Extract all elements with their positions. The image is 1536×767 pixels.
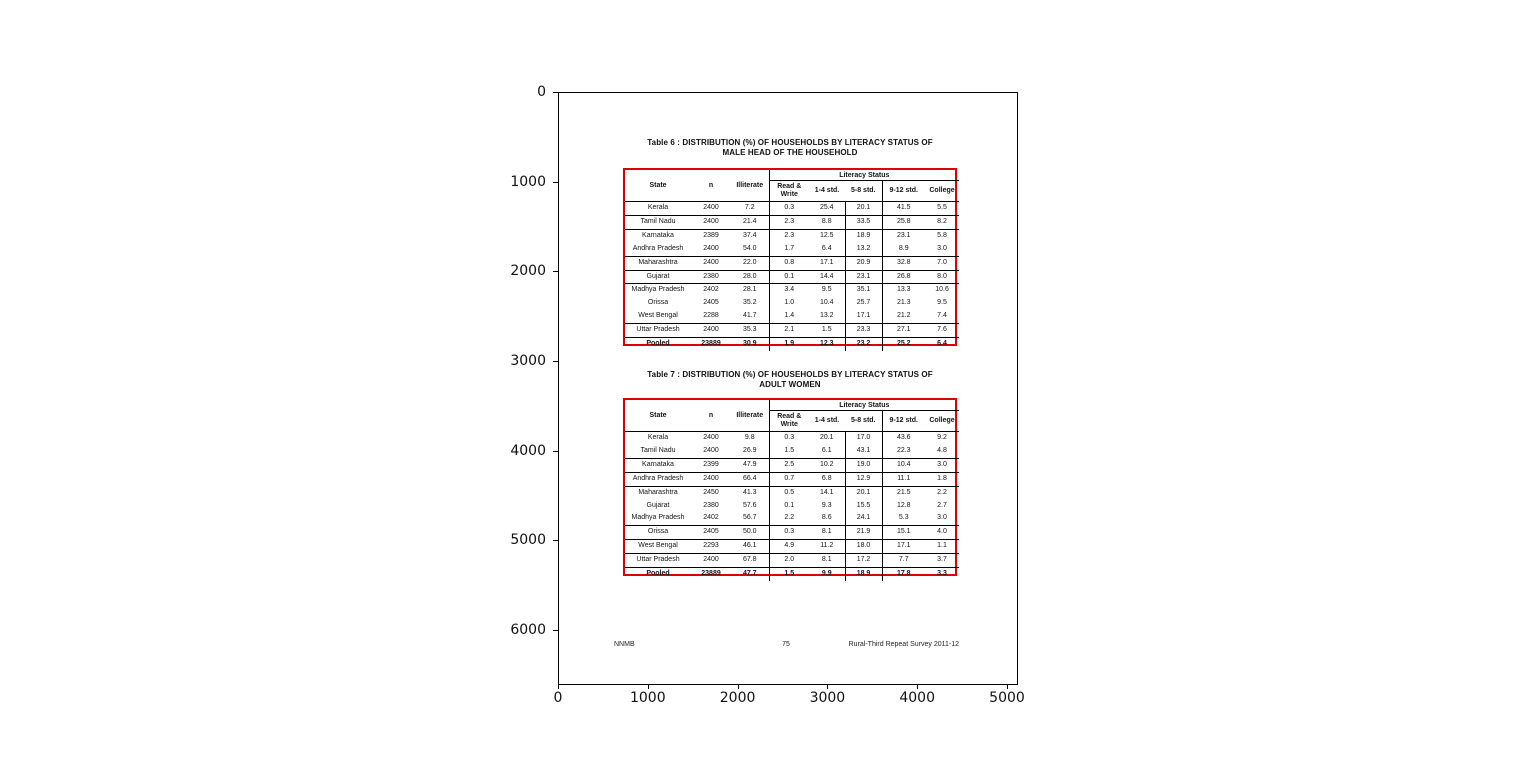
state-cell: Orissa — [625, 526, 691, 540]
value-cell: 4.0 — [925, 526, 959, 540]
table7 — [625, 400, 959, 581]
value-cell: 14.1 — [819, 488, 834, 496]
value-cell: 2405 — [703, 299, 719, 307]
x-tick-mark — [648, 684, 649, 689]
col-header: College — [929, 417, 955, 424]
plot-area — [558, 92, 1018, 685]
value-cell: 2450 — [703, 488, 719, 496]
state-cell: Madhya Pradesh — [625, 512, 691, 525]
value-cell: 50.0 — [731, 526, 769, 540]
table-row — [625, 554, 959, 568]
y-tick-mark — [553, 451, 558, 452]
value-cell: 2400 — [691, 554, 731, 568]
value-cell: 2400 — [691, 324, 731, 338]
value-cell: 2405 — [691, 526, 731, 540]
col-header: 5-8 std. — [850, 187, 876, 194]
value-cell: 0.7 — [769, 472, 809, 486]
table-row — [625, 310, 959, 323]
value-cell: 21.3 — [882, 297, 925, 310]
value-cell: 0.1 — [769, 500, 809, 513]
literacy-status-spanner: Literacy Status — [769, 170, 959, 181]
value-cell: 7.2 — [731, 202, 769, 216]
value-cell: 21.5 — [882, 486, 925, 499]
x-tick-label: 3000 — [809, 690, 846, 706]
y-tick-mark — [553, 182, 558, 183]
value-cell: 23.1 — [882, 229, 925, 242]
state-cell: Orissa — [647, 299, 669, 307]
value-cell: 0.5 — [769, 486, 809, 499]
value-cell: 12.8 — [882, 500, 925, 513]
value-cell: 18.9 — [845, 568, 882, 581]
y-tick-mark — [553, 271, 558, 272]
table-row — [625, 500, 959, 513]
value-cell: 1.4 — [769, 310, 809, 323]
table-row — [625, 458, 959, 472]
table-row — [625, 512, 959, 525]
value-cell: 21.9 — [845, 526, 882, 540]
value-cell: 25.7 — [845, 297, 882, 310]
x-tick-label: 1000 — [629, 690, 666, 706]
state-cell: Karnataka — [625, 458, 691, 472]
value-cell: 2402 — [703, 286, 719, 294]
value-cell: 18.0 — [845, 540, 882, 554]
value-cell: 27.1 — [882, 324, 925, 338]
value-cell: 13.3 — [882, 284, 925, 297]
value-cell: 11.1 — [882, 472, 925, 486]
table-row — [625, 256, 959, 270]
table7-box — [623, 398, 957, 576]
value-cell: 8.0 — [925, 270, 959, 284]
value-cell: 9.2 — [937, 434, 947, 441]
value-cell: 3.7 — [925, 554, 959, 568]
x-tick-label: 4000 — [899, 690, 935, 706]
footer-org: NNMB — [614, 641, 635, 648]
y-tick-label: 1000 — [510, 173, 546, 190]
value-cell: 20.1 — [845, 202, 882, 216]
state-cell: Gujarat — [646, 501, 670, 509]
x-tick-mark — [1007, 684, 1008, 689]
state-cell: Uttar Pradesh — [625, 554, 691, 568]
value-cell: 22.0 — [731, 256, 769, 270]
value-cell: 2400 — [691, 256, 731, 270]
value-cell: 1.9 — [769, 338, 809, 351]
value-cell: 12.3 — [819, 340, 834, 348]
table-row — [625, 215, 959, 229]
table-row — [625, 338, 959, 351]
value-cell: 43.6 — [882, 432, 925, 445]
value-cell: 23.1 — [845, 270, 882, 284]
value-cell: 37.4 — [742, 231, 757, 239]
value-cell: 1.7 — [769, 243, 809, 256]
state-cell: Madhya Pradesh — [631, 286, 685, 294]
value-cell: 25.4 — [809, 202, 845, 216]
value-cell: 0.3 — [769, 202, 809, 216]
table-row — [625, 472, 959, 486]
value-cell: 13.2 — [845, 243, 882, 256]
value-cell: 2400 — [691, 445, 731, 458]
table-row — [625, 526, 959, 540]
value-cell: 0.1 — [769, 270, 809, 284]
value-cell: 4.8 — [925, 445, 959, 458]
value-cell: 2400 — [691, 202, 731, 216]
table6-box — [623, 168, 957, 346]
value-cell: 57.6 — [742, 501, 757, 509]
value-cell: 2400 — [691, 215, 731, 229]
col-header: State — [649, 182, 667, 189]
x-tick-mark — [827, 684, 828, 689]
state-cell: Tamil Nadu — [625, 445, 691, 458]
value-cell: 35.3 — [731, 324, 769, 338]
value-cell: 8.1 — [809, 554, 845, 568]
value-cell: 46.1 — [731, 540, 769, 554]
value-cell: 20.1 — [819, 434, 834, 441]
value-cell: 2.5 — [769, 458, 809, 472]
state-cell: West Bengal — [625, 310, 691, 323]
state-cell: Andhra Pradesh — [625, 243, 691, 256]
value-cell: 3.4 — [769, 284, 809, 297]
value-cell: 25.2 — [882, 338, 925, 351]
table-row — [625, 284, 959, 297]
value-cell: 3.3 — [937, 570, 947, 578]
table6-title-line2: MALE HEAD OF THE HOUSEHOLD — [722, 148, 858, 157]
value-cell: 0.3 — [769, 526, 809, 540]
col-header: Read & Write — [769, 181, 809, 202]
value-cell: 17.8 — [882, 568, 925, 581]
value-cell: 20.9 — [845, 256, 882, 270]
value-cell: 41.3 — [742, 488, 757, 496]
x-tick-mark — [738, 684, 739, 689]
value-cell: 23.2 — [845, 338, 882, 351]
table-row — [625, 324, 959, 338]
value-cell: 10.2 — [809, 458, 845, 472]
value-cell: 8.2 — [925, 215, 959, 229]
value-cell: 54.0 — [731, 243, 769, 256]
value-cell: 67.8 — [731, 554, 769, 568]
value-cell: 9.8 — [744, 434, 755, 441]
table-row — [625, 432, 959, 445]
value-cell: 2.7 — [937, 501, 947, 509]
state-cell: Pooled — [646, 340, 670, 348]
value-cell: 18.9 — [845, 229, 882, 242]
table6 — [625, 170, 959, 351]
value-cell: 43.1 — [845, 445, 882, 458]
x-tick-mark — [558, 684, 559, 689]
value-cell: 6.4 — [937, 340, 947, 348]
value-cell: 19.0 — [845, 458, 882, 472]
table-row — [625, 229, 959, 242]
value-cell: 1.5 — [809, 324, 845, 338]
table6-title-line1: Table 6 : DISTRIBUTION (%) OF HOUSEHOLDS BY LITERACY STATUS OF — [647, 138, 933, 147]
value-cell: 1.8 — [925, 472, 959, 486]
state-cell: Andhra Pradesh — [625, 472, 691, 486]
value-cell: 33.5 — [845, 215, 882, 229]
value-cell: 28.0 — [731, 270, 769, 284]
y-tick-mark — [553, 540, 558, 541]
value-cell: 2288 — [691, 310, 731, 323]
value-cell: 12.9 — [845, 472, 882, 486]
value-cell: 21.4 — [731, 215, 769, 229]
table-row — [625, 297, 959, 310]
col-header: Illiterate — [736, 412, 764, 419]
value-cell: 17.1 — [882, 540, 925, 554]
value-cell: 0.8 — [769, 256, 809, 270]
document-page — [559, 93, 1017, 684]
y-tick-label: 6000 — [510, 622, 546, 639]
value-cell: 5.3 — [882, 512, 925, 525]
value-cell: 2.1 — [769, 324, 809, 338]
state-cell: Kerala — [647, 434, 669, 441]
value-cell: 9.3 — [821, 501, 832, 509]
value-cell: 2380 — [691, 270, 731, 284]
col-header: 9-12 std. — [882, 411, 925, 432]
y-tick-mark — [553, 630, 558, 631]
value-cell: 2.3 — [769, 229, 809, 242]
col-header: n — [708, 412, 714, 419]
value-cell: 8.9 — [882, 243, 925, 256]
value-cell: 1.5 — [769, 568, 809, 581]
value-cell: 13.2 — [809, 310, 845, 323]
value-cell: 8.6 — [809, 512, 845, 525]
state-cell: Pooled — [646, 570, 670, 578]
value-cell: 10.4 — [819, 299, 834, 307]
value-cell: 6.8 — [809, 472, 845, 486]
value-cell: 2400 — [691, 472, 731, 486]
value-cell: 8.1 — [809, 526, 845, 540]
value-cell: 21.2 — [882, 310, 925, 323]
value-cell: 2.2 — [937, 488, 947, 496]
col-header: Illiterate — [736, 182, 764, 189]
value-cell: 47.9 — [731, 458, 769, 472]
value-cell: 20.1 — [845, 486, 882, 499]
value-cell: 14.4 — [809, 270, 845, 284]
table7-title-line2: ADULT WOMEN — [759, 380, 821, 389]
value-cell: 26.9 — [731, 445, 769, 458]
value-cell: 17.0 — [845, 432, 882, 445]
table-row — [625, 445, 959, 458]
value-cell: 3.0 — [925, 512, 959, 525]
y-tick-mark — [553, 92, 558, 93]
table-row — [625, 270, 959, 284]
footer-page-number: 75 — [782, 641, 790, 648]
value-cell: 2402 — [691, 512, 731, 525]
col-header: 5-8 std. — [850, 417, 876, 424]
table6-title — [623, 138, 957, 158]
value-cell: 2400 — [691, 243, 731, 256]
value-cell: 2.3 — [769, 215, 809, 229]
value-cell: 28.1 — [742, 286, 757, 294]
col-header: State — [649, 412, 667, 419]
state-cell: West Bengal — [625, 540, 691, 554]
y-tick-label: 3000 — [510, 353, 546, 369]
value-cell: 15.1 — [882, 526, 925, 540]
value-cell: 12.5 — [819, 231, 834, 239]
value-cell: 2.0 — [769, 554, 809, 568]
state-cell: Gujarat — [625, 270, 691, 284]
value-cell: 1.5 — [769, 445, 809, 458]
value-cell: 66.4 — [731, 472, 769, 486]
col-header: 1-4 std. — [814, 417, 840, 424]
table-row — [625, 486, 959, 499]
value-cell: 26.8 — [882, 270, 925, 284]
literacy-status-spanner: Literacy Status — [769, 400, 959, 411]
value-cell: 24.1 — [845, 512, 882, 525]
state-cell: Maharashtra — [625, 256, 691, 270]
y-tick-label: 5000 — [510, 532, 546, 549]
state-cell: Maharashtra — [638, 488, 678, 496]
value-cell: 25.8 — [882, 215, 925, 229]
value-cell: 7.7 — [882, 554, 925, 568]
value-cell: 7.0 — [925, 256, 959, 270]
value-cell: 1.1 — [925, 540, 959, 554]
y-tick-mark — [553, 361, 558, 362]
value-cell: 22.3 — [882, 445, 925, 458]
value-cell: 3.0 — [925, 243, 959, 256]
value-cell: 23889 — [701, 570, 721, 578]
table-row — [625, 202, 959, 216]
value-cell: 2399 — [691, 458, 731, 472]
value-cell: 17.1 — [809, 256, 845, 270]
value-cell: 11.2 — [809, 540, 845, 554]
table-row — [625, 243, 959, 256]
value-cell: 15.5 — [845, 500, 882, 513]
state-cell: Karnataka — [642, 231, 674, 239]
table7-title — [623, 370, 957, 390]
value-cell: 10.6 — [935, 286, 949, 294]
col-header: College — [929, 187, 955, 194]
value-cell: 17.2 — [845, 554, 882, 568]
col-header: 1-4 std. — [814, 187, 840, 194]
x-tick-label: 5000 — [989, 690, 1025, 706]
table-row — [625, 568, 959, 581]
y-tick-label: 4000 — [510, 442, 546, 459]
table7-title-line1: Table 7 : DISTRIBUTION (%) OF HOUSEHOLDS BY LITERACY STATUS OF — [647, 370, 933, 379]
y-tick-label: 2000 — [510, 263, 546, 280]
x-tick-label: 0 — [553, 690, 563, 706]
footer-survey-name: Rural-Third Repeat Survey 2011-12 — [848, 641, 959, 648]
value-cell: 2380 — [703, 501, 719, 509]
x-tick-mark — [917, 684, 918, 689]
x-tick-label: 2000 — [719, 690, 756, 706]
value-cell: 41.5 — [882, 202, 925, 216]
value-cell: 32.8 — [882, 256, 925, 270]
col-header: 9-12 std. — [882, 181, 925, 202]
value-cell: 6.1 — [809, 445, 845, 458]
y-tick-label: 0 — [537, 84, 546, 100]
value-cell: 9.5 — [937, 299, 947, 307]
value-cell: 7.4 — [925, 310, 959, 323]
table-row — [625, 540, 959, 554]
value-cell: 4.9 — [769, 540, 809, 554]
value-cell: 0.3 — [769, 432, 809, 445]
value-cell: 2389 — [703, 231, 719, 239]
value-cell: 2400 — [703, 434, 719, 441]
value-cell: 35.2 — [742, 299, 757, 307]
value-cell: 7.6 — [925, 324, 959, 338]
value-cell: 5.8 — [937, 231, 947, 239]
value-cell: 9.5 — [821, 286, 832, 294]
state-cell: Kerala — [625, 202, 691, 216]
value-cell: 23.3 — [845, 324, 882, 338]
value-cell: 1.0 — [769, 297, 809, 310]
value-cell: 35.1 — [845, 284, 882, 297]
value-cell: 2.2 — [769, 512, 809, 525]
value-cell: 8.8 — [809, 215, 845, 229]
value-cell: 9.9 — [821, 570, 832, 578]
value-cell: 47.7 — [742, 570, 757, 578]
col-header: Read & Write — [769, 411, 809, 432]
state-cell: Uttar Pradesh — [625, 324, 691, 338]
value-cell: 56.7 — [731, 512, 769, 525]
value-cell: 5.5 — [925, 202, 959, 216]
value-cell: 3.0 — [925, 458, 959, 472]
value-cell: 30.9 — [742, 340, 757, 348]
value-cell: 23889 — [701, 340, 721, 348]
value-cell: 17.1 — [845, 310, 882, 323]
value-cell: 2293 — [691, 540, 731, 554]
value-cell: 10.4 — [882, 458, 925, 472]
value-cell: 6.4 — [809, 243, 845, 256]
value-cell: 41.7 — [731, 310, 769, 323]
state-cell: Tamil Nadu — [625, 215, 691, 229]
col-header: n — [708, 182, 714, 189]
